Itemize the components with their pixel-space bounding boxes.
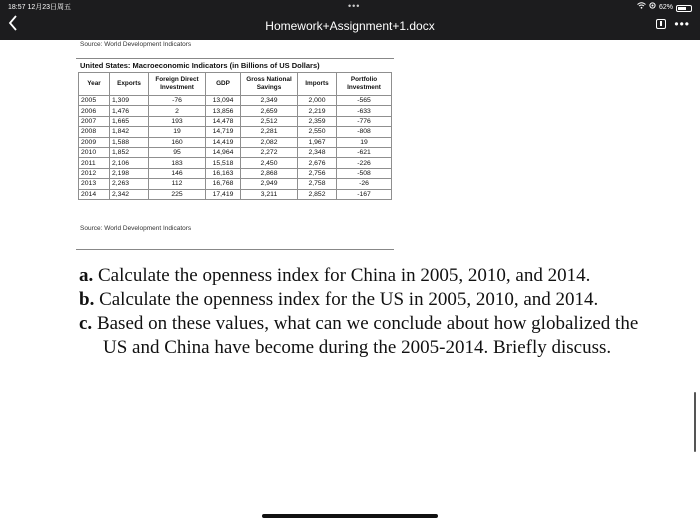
table-row [79,179,392,189]
question-a-text: Calculate the openness index for China in 2005, 2010, and 2014. [98,265,591,286]
question-b [79,288,639,312]
table-cell: 2,550 [298,127,337,137]
table-row [79,168,392,178]
table-cell: 2,512 [241,116,298,126]
table-title: United States: Macroeconomic Indicators (in Billions of US Dollars) [80,61,320,70]
table-cell: 2013 [79,179,110,189]
table-cell: 2,272 [241,147,298,157]
table-cell: 1,665 [110,116,149,126]
question-b-text: Calculate the openness index for the US in 2005, 2010, and 2014. [99,289,599,310]
table-cell: 95 [149,147,206,157]
scroll-indicator[interactable] [694,392,696,452]
source-caption-bottom: Source: World Development Indicators [80,225,192,232]
table-cell: 17,419 [206,189,241,199]
table-cell: 2005 [79,96,110,106]
status-time-date [8,2,71,14]
table-cell: 2,219 [298,106,337,116]
home-indicator[interactable] [262,514,438,518]
table-cell: 2,342 [110,189,149,199]
table-cell: 2008 [79,127,110,137]
more-options-icon[interactable]: ••• [674,17,690,31]
table-cell: 1,309 [110,96,149,106]
table-cell: 193 [149,116,206,126]
table-row [79,189,392,199]
battery-percent: 62% [658,4,673,11]
table-cell: 2,758 [298,179,337,189]
table-cell: 13,094 [206,96,241,106]
table-cell: 14,719 [206,127,241,137]
table-cell: 1,852 [110,147,149,157]
table-cell: 2,106 [110,158,149,168]
status-time: 18:57 [8,4,26,11]
table-cell: 2009 [79,137,110,147]
question-a [79,264,639,288]
table-cell: -808 [337,127,392,137]
table-cell: 19 [337,137,392,147]
questions-list [79,264,639,360]
status-bar [8,2,692,14]
table-cell: 2,659 [241,106,298,116]
table-cell: 2,349 [241,96,298,106]
table-row [79,137,392,147]
table-cell: 2,359 [298,116,337,126]
table-figure [76,58,394,250]
table-cell: 112 [149,179,206,189]
table-cell: 14,478 [206,116,241,126]
table-cell: 2,263 [110,179,149,189]
table-cell: -226 [337,158,392,168]
table-cell: 2,198 [110,168,149,178]
table-cell: 2012 [79,168,110,178]
table-body [79,96,392,200]
table-cell: -621 [337,147,392,157]
table-cell: 16,768 [206,179,241,189]
table-cell: 2,082 [241,137,298,147]
table-cell: -776 [337,116,392,126]
table-row [79,106,392,116]
header-savings: Gross National Savings [241,73,298,96]
question-c-text: Based on these values, what can we conclude about how globalized the US and China have become during the 2005-2014. Briefly discuss. [96,313,639,358]
table-cell: 3,211 [241,189,298,199]
status-date: 12月23日周五 [27,4,72,11]
table-row [79,147,392,157]
header-exports: Exports [110,73,149,96]
nav-actions [656,19,690,29]
status-indicators [637,2,692,14]
table-row [79,116,392,126]
question-b-letter: b. [79,289,95,310]
header-year: Year [79,73,110,96]
table-cell: 1,588 [110,137,149,147]
question-c-letter: c. [79,313,93,334]
table-cell: 15,518 [206,158,241,168]
table-cell: 183 [149,158,206,168]
table-cell: 2,852 [298,189,337,199]
table-cell: 2010 [79,147,110,157]
header-fdi: Foreign Direct Investment [149,73,206,96]
table-cell: -508 [337,168,392,178]
header-portfolio: Portfolio Investment [337,73,392,96]
location-icon [649,2,656,14]
table-cell: 16,163 [206,168,241,178]
table-row [79,158,392,168]
table-cell: 1,967 [298,137,337,147]
question-c [79,312,639,360]
header-imports: Imports [298,73,337,96]
table-cell: 160 [149,137,206,147]
table-cell: -26 [337,179,392,189]
nav-bar [0,14,700,38]
table-cell: -633 [337,106,392,116]
document-body[interactable] [0,40,700,525]
table-row [79,96,392,106]
battery-icon [676,5,692,12]
multitask-dots-icon[interactable]: ••• [348,1,361,11]
table-cell: 2,756 [298,168,337,178]
table-cell: 2,450 [241,158,298,168]
table-cell: 1,476 [110,106,149,116]
table-cell: 2007 [79,116,110,126]
table-cell: 14,964 [206,147,241,157]
table-header-row [79,73,392,96]
wifi-icon [637,2,646,14]
table-cell: 2,348 [298,147,337,157]
table-cell: 2011 [79,158,110,168]
table-cell: 2,949 [241,179,298,189]
table-cell: 2,676 [298,158,337,168]
source-caption-top: Source: World Development Indicators [80,41,192,48]
table-cell: 1,842 [110,127,149,137]
table-cell: 2006 [79,106,110,116]
table-cell: 146 [149,168,206,178]
table-cell: 2,868 [241,168,298,178]
question-a-letter: a. [79,265,94,286]
indicators-table [78,72,392,200]
table-cell: 19 [149,127,206,137]
table-cell: -76 [149,96,206,106]
header-gdp: GDP [206,73,241,96]
table-row [79,127,392,137]
table-cell: 14,419 [206,137,241,147]
table-cell: -565 [337,96,392,106]
table-cell: 2,000 [298,96,337,106]
top-bar [0,0,700,40]
table-cell: 13,856 [206,106,241,116]
document-title: Homework+Assignment+1.docx [265,19,435,33]
table-cell: -167 [337,189,392,199]
sidebar-toggle-icon[interactable] [656,19,666,29]
table-cell: 2 [149,106,206,116]
table-cell: 2014 [79,189,110,199]
table-cell: 225 [149,189,206,199]
table-cell: 2,281 [241,127,298,137]
